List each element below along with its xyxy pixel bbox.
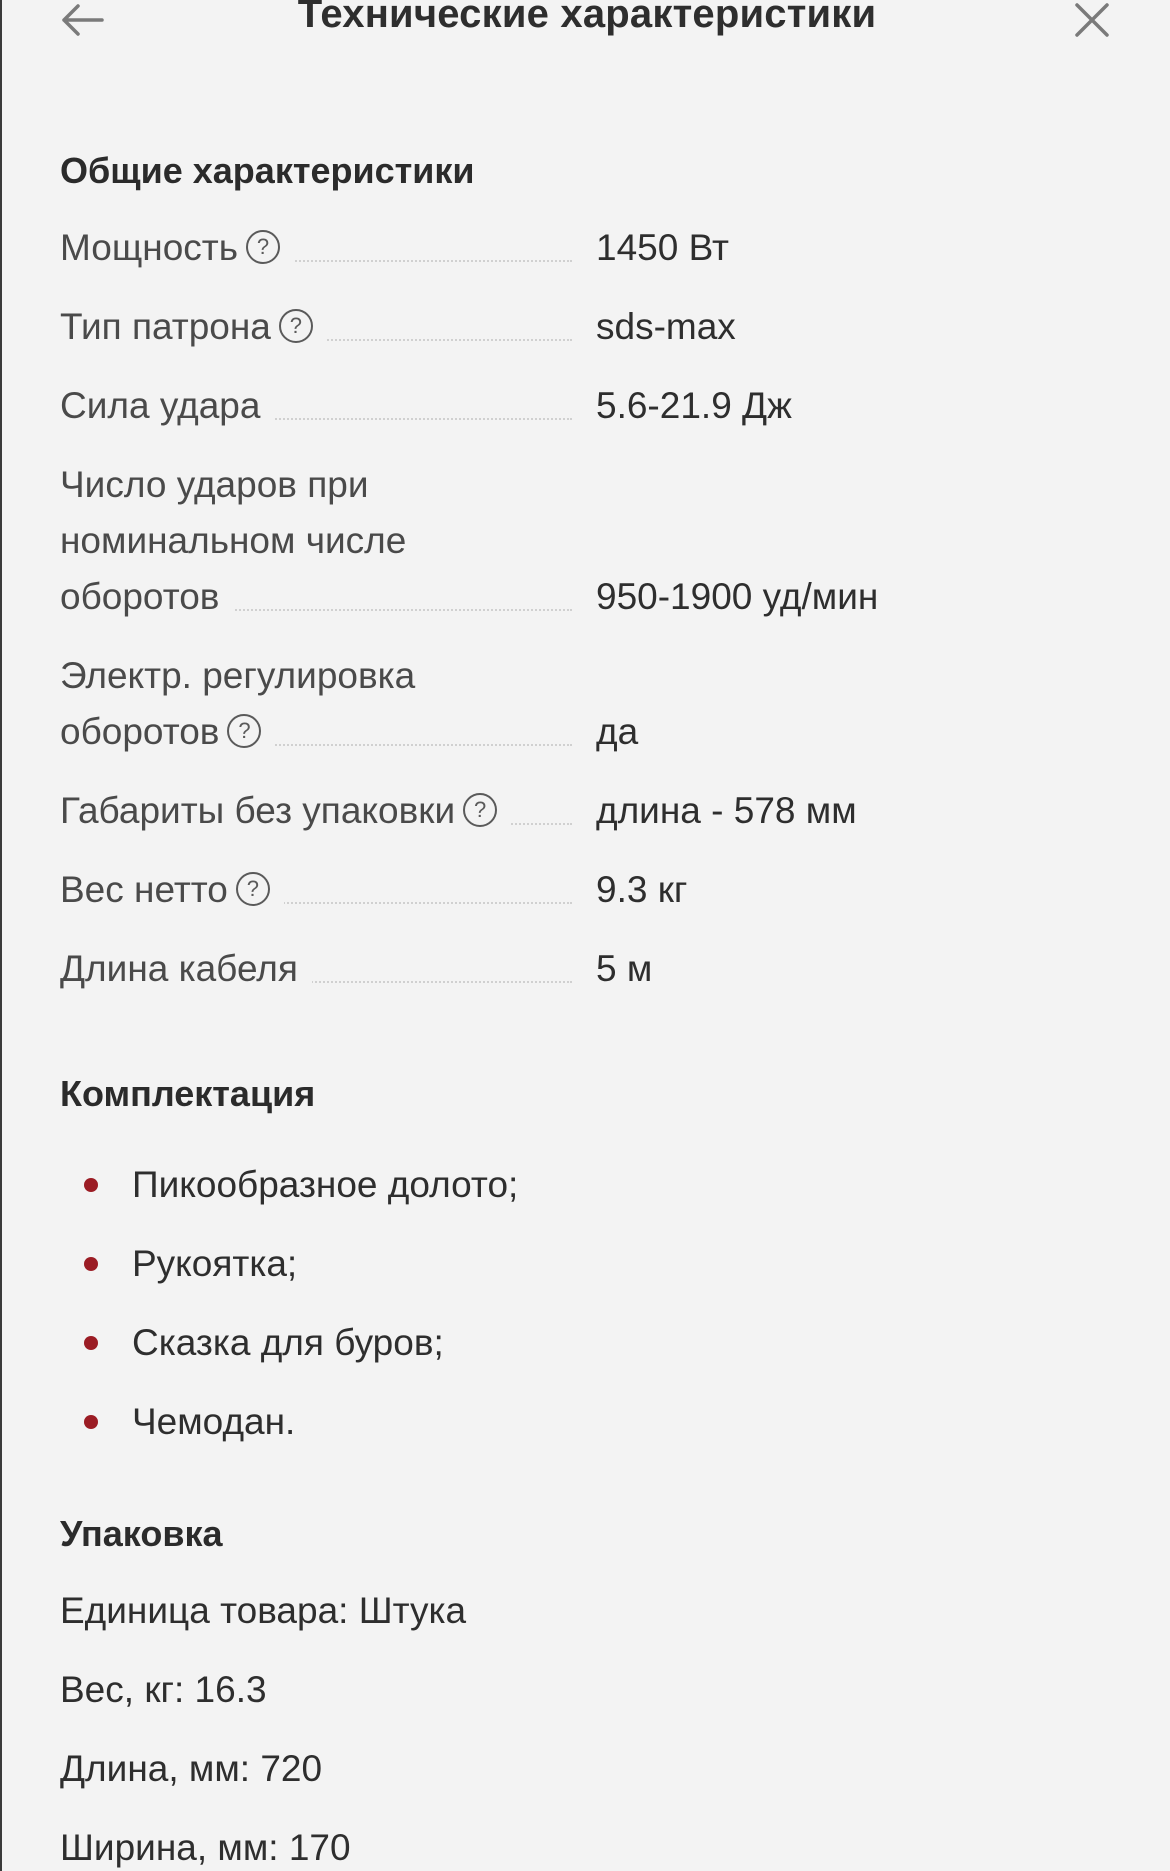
- spec-value: 1450 Вт: [596, 227, 729, 268]
- section-title-kit: Комплектация: [60, 1073, 316, 1114]
- spec-row: [60, 783, 1120, 839]
- help-icon[interactable]: ?: [246, 230, 280, 264]
- spec-value: длина - 578 мм: [596, 790, 857, 831]
- spec-name-line: Электр. регулировка: [60, 655, 416, 696]
- spec-name: Мощность: [60, 227, 238, 268]
- help-icon[interactable]: ?: [236, 872, 270, 906]
- bullet-icon: [84, 1336, 98, 1350]
- list-item: Единица товара: Штука: [60, 1590, 467, 1631]
- spec-name: Вес нетто: [60, 869, 228, 910]
- header: [2, 0, 1170, 60]
- spec-row: [60, 862, 1120, 918]
- page-title: Технические характеристики: [297, 0, 877, 36]
- bullet-icon: [84, 1257, 98, 1271]
- spec-row: [60, 378, 1120, 434]
- spec-row: [60, 457, 1120, 625]
- bullet-icon: [84, 1178, 98, 1192]
- spec-name: Тип патрона: [60, 306, 271, 347]
- spec-list: [60, 220, 1120, 997]
- section-title-general: Общие характеристики: [60, 150, 475, 191]
- close-icon: [1073, 1, 1111, 39]
- list-item: Рукоятка;: [60, 1224, 1120, 1303]
- list-item: Сказка для буров;: [60, 1303, 1120, 1382]
- section-title-packaging: Упаковка: [60, 1513, 223, 1554]
- spec-value: 5.6-21.9 Дж: [596, 385, 792, 426]
- spec-name: Габариты без упаковки: [60, 790, 456, 831]
- packaging-list: [60, 1583, 1120, 1871]
- content: [60, 150, 1120, 1871]
- spec-name-line: Число ударов при: [60, 464, 369, 505]
- spec-value: да: [596, 711, 639, 752]
- spec-name-line: номинальном числе: [60, 520, 407, 561]
- list-item: Ширина, мм: 170: [60, 1827, 351, 1868]
- list-item: Вес, кг: 16.3: [60, 1669, 267, 1710]
- spec-row: [60, 299, 1120, 355]
- kit-list: [60, 1145, 1120, 1461]
- spec-row: [60, 941, 1120, 997]
- list-item: Чемодан.: [60, 1382, 1120, 1461]
- list-item: Пикообразное долото;: [60, 1145, 1120, 1224]
- spec-row: [60, 648, 1120, 760]
- spec-name-line: оборотов: [60, 576, 220, 617]
- help-icon[interactable]: ?: [279, 309, 313, 343]
- spec-name-line: оборотов: [60, 711, 220, 752]
- help-icon[interactable]: ?: [463, 793, 497, 827]
- spec-value: sds-max: [596, 306, 736, 347]
- close-button[interactable]: [1067, 0, 1117, 40]
- bullet-icon: [84, 1415, 98, 1429]
- spec-name: Длина кабеля: [60, 948, 298, 989]
- spec-value: 950-1900 уд/мин: [596, 576, 879, 617]
- list-item: Длина, мм: 720: [60, 1748, 323, 1789]
- spec-row: [60, 220, 1120, 276]
- spec-value: 9.3 кг: [596, 869, 688, 910]
- spec-value: 5 м: [596, 948, 653, 989]
- spec-name: Сила удара: [60, 385, 261, 426]
- help-icon[interactable]: ?: [227, 714, 261, 748]
